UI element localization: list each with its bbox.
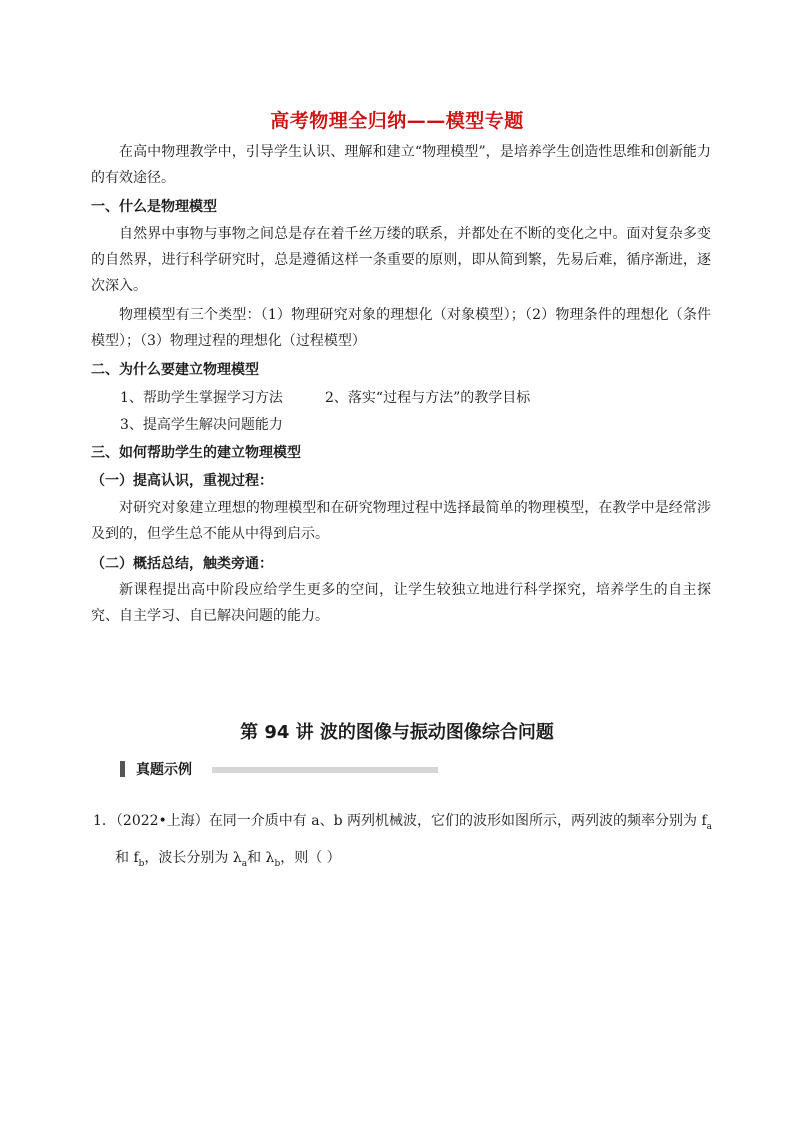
section3-heading: 三、如何帮助学生的建立物理模型 <box>91 445 301 461</box>
section3-sub1-heading: （一）提高认识，重视过程： <box>91 473 273 489</box>
question-1 <box>93 806 713 880</box>
section2-item2: 2、落实“过程与方法”的教学目标 <box>325 390 531 406</box>
question-text-4: 和 λ <box>247 849 275 866</box>
section1-paragraph1: 自然界中事物与事物之间总是存在着千丝万缕的联系，并都处在不断的变化之中。面对复杂多变的自然界，进行科学研究时，总是遵循这样一条重要的原则，即从简到繁，先易后难，循序渐进，逐次深入。 <box>91 226 711 294</box>
page-title: 高考物理全归纳——模型专题 <box>270 110 524 132</box>
intro-paragraph: 在高中物理教学中，引导学生认识、理解和建立“物理模型”，是培养学生创造性思维和创新能力的有效途径。 <box>91 144 711 186</box>
section3-sub2-paragraph: 新课程提出高中阶段应给学生更多的空间，让学生较独立地进行科学探究，培养学生的自主探究、自主学习、自已解决问题的能力。 <box>91 582 711 624</box>
lecture-title: 第 94 讲 波的图像与振动图像综合问题 <box>240 722 554 743</box>
question-text-5: ，则（ ） <box>280 849 341 866</box>
subscript-a: a <box>706 821 713 832</box>
question-text-3: ，波长分别为 λ <box>144 849 242 866</box>
section-tag-label: 真题示例 <box>136 762 192 778</box>
subscript-a: a <box>241 858 248 869</box>
section2-heading: 二、为什么要建立物理模型 <box>91 362 259 378</box>
question-text-2: 和 f <box>115 849 139 866</box>
section2-item3: 3、提高学生解决问题能力 <box>120 417 283 433</box>
subscript-b: b <box>138 858 145 869</box>
section-tag-bar <box>120 761 125 777</box>
question-line-2 <box>93 843 713 880</box>
section2-item1: 1、帮助学生掌握学习方法 <box>120 390 283 406</box>
section3-sub2-heading: （二）概括总结，触类旁通： <box>91 556 273 572</box>
subscript-b: b <box>274 858 281 869</box>
question-text-1: 1．（2022•上海）在同一介质中有 a、b 两列机械波，它们的波形如图所示，两列波的频率分别为 f <box>93 813 707 829</box>
section1-paragraph2: 物理模型有三个类型：（1）物理研究对象的理想化（对象模型）；（2）物理条件的理想化（条件模型）；（3）物理过程的理想化（过程模型） <box>91 307 711 349</box>
section1-heading: 一、什么是物理模型 <box>91 199 217 215</box>
question-line-1 <box>93 806 713 843</box>
section3-sub1-paragraph: 对研究对象建立理想的物理模型和在研究物理过程中选择最简单的物理模型，在教学中是经常涉及到的，但学生总不能从中得到启示。 <box>91 500 711 542</box>
section-tag-line <box>212 767 438 773</box>
